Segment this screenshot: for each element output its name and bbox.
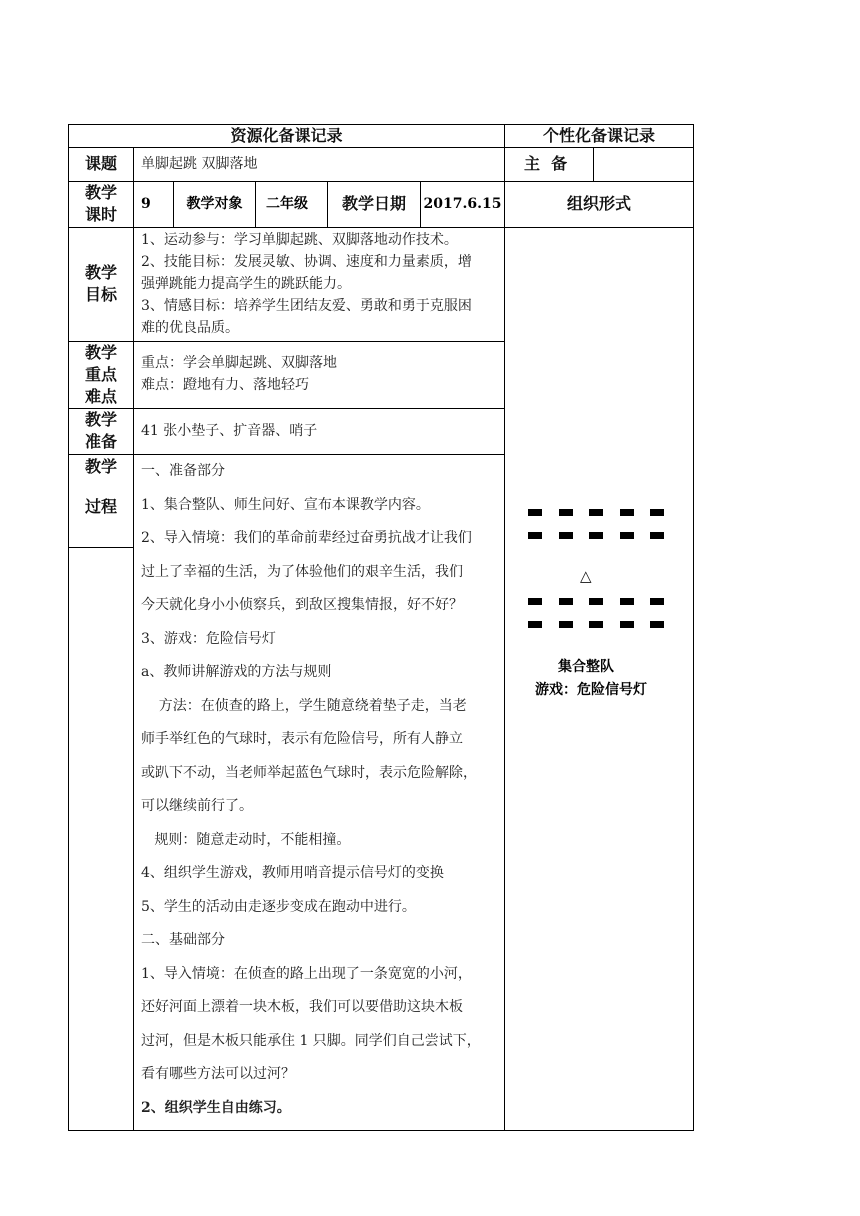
process-line: 可以继续前行了。 (141, 798, 253, 814)
main-prepare-label: 主 备 (524, 154, 568, 173)
process-line: 二、基础部分 (141, 932, 225, 948)
process-text (141, 455, 501, 1125)
student-marker (650, 621, 664, 628)
objective-line: 2、技能目标：发展灵敏、协调、速度和力量素质，增 (141, 254, 472, 270)
process-line: 一、准备部分 (141, 463, 225, 479)
period-label-line2: 课时 (84, 205, 117, 224)
preparation-label-line2: 准备 (84, 432, 117, 451)
process-label-line2: 过程 (84, 497, 117, 516)
teacher-triangle-icon: △ (580, 567, 592, 585)
objectives-label (69, 262, 133, 306)
process-line: 过河，但是木板只能承住 1 只脚。同学们自己尝试下， (141, 1032, 481, 1049)
process-line: a、教师讲解游戏的方法与规则 (141, 664, 332, 680)
preparation-label (69, 409, 133, 453)
process-line: 3、游戏：危险信号灯 (141, 630, 276, 647)
process-line: 规则：随意走动时，不能相撞。 (141, 831, 351, 848)
process-line: 过上了幸福的生活，为了体验他们的艰辛生活，我们 (141, 563, 463, 580)
period-label-line1: 教学 (84, 183, 117, 202)
student-marker (528, 509, 542, 516)
topic-value: 单脚起跳 双脚落地 (141, 156, 258, 172)
preparation-label-line1: 教学 (84, 410, 117, 429)
process-line: 师手举红色的气球时，表示有危险信号，所有人静立 (141, 731, 463, 747)
org-form-label: 组织形式 (566, 194, 631, 213)
student-marker (528, 621, 542, 628)
target-value: 二年级 (266, 196, 308, 212)
process-line: 或趴下不动，当老师举起蓝色气球时，表示危险解除， (141, 764, 477, 781)
process-label (69, 456, 133, 518)
objective-line: 3、情感目标：培养学生团结友爱、勇敢和勇于克服困 (141, 298, 472, 314)
table-col-divider (593, 147, 594, 181)
student-marker (589, 532, 603, 539)
student-marker (650, 532, 664, 539)
objectives-text (141, 229, 501, 339)
header-right-title: 个性化备课记录 (542, 126, 655, 145)
process-line: 1、集合整队、师生问好、宣布本课教学内容。 (141, 496, 430, 513)
period-value: 9 (141, 196, 151, 212)
target-label: 教学对象 (186, 196, 243, 212)
process-line: 方法：在侦查的路上，学生随意绕着垫子走，当老 (141, 697, 467, 714)
key-points-label (69, 342, 133, 408)
table-border-right (693, 124, 694, 1131)
table-border-bottom (68, 1130, 694, 1131)
student-marker (589, 509, 603, 516)
diagram-caption-game: 游戏：危险信号灯 (535, 682, 647, 698)
table-row-divider (68, 547, 133, 548)
date-label: 教学日期 (341, 194, 406, 213)
student-marker (589, 598, 603, 605)
topic-label: 课题 (84, 154, 117, 173)
process-line: 看有哪些方法可以过河？ (141, 1066, 295, 1082)
header-left-title: 资源化备课记录 (230, 126, 343, 145)
table-row-divider (68, 227, 694, 228)
process-line: 5、学生的活动由走逐步变成在跑动中进行。 (141, 898, 416, 915)
student-marker (620, 532, 634, 539)
student-marker (650, 509, 664, 516)
student-marker (589, 621, 603, 628)
student-marker (559, 598, 573, 605)
table-col-divider (504, 124, 505, 1131)
student-marker (559, 532, 573, 539)
objective-line: 1、运动参与：学习单脚起跳、双脚落地动作技术。 (141, 232, 458, 248)
table-col-divider (133, 147, 134, 1131)
preparation-value: 41 张小垫子、扩音器、哨子 (141, 423, 318, 439)
process-line: 1、导入情境：在侦查的路上出现了一条宽宽的小河， (141, 965, 472, 982)
student-marker (528, 598, 542, 605)
key-points-label-line3: 难点 (84, 387, 117, 406)
student-marker (620, 509, 634, 516)
student-marker (559, 621, 573, 628)
key-points-label-line2: 重点 (84, 365, 117, 384)
objective-line: 难的优良品质。 (141, 320, 239, 336)
process-line: 今天就化身小小侦察兵，到敌区搜集情报，好不好？ (141, 597, 463, 613)
student-marker (559, 509, 573, 516)
process-label-line1: 教学 (84, 457, 117, 476)
diagram-caption-formation: 集合整队 (558, 659, 614, 675)
student-marker (528, 532, 542, 539)
process-line: 还好河面上漂着一块木板，我们可以要借助这块木板 (141, 999, 463, 1015)
process-line: 2、导入情境：我们的革命前辈经过奋勇抗战才让我们 (141, 530, 472, 546)
student-marker (620, 621, 634, 628)
key-point-line: 难点：蹬地有力、落地轻巧 (141, 377, 309, 393)
process-line: 2、组织学生自由练习。 (141, 1099, 291, 1116)
student-marker (650, 598, 664, 605)
student-marker (620, 598, 634, 605)
key-points-text (141, 352, 501, 396)
key-points-label-line1: 教学 (84, 343, 117, 362)
process-line: 4、组织学生游戏，教师用哨音提示信号灯的变换 (141, 865, 444, 881)
key-point-line: 重点：学会单脚起跳、双脚落地 (141, 355, 337, 371)
date-value: 2017.6.15 (423, 196, 502, 212)
period-label (69, 182, 133, 226)
objectives-label-line2: 目标 (84, 285, 117, 304)
objective-line: 强弹跳能力提高学生的跳跃能力。 (141, 276, 351, 292)
objectives-label-line1: 教学 (84, 263, 117, 282)
